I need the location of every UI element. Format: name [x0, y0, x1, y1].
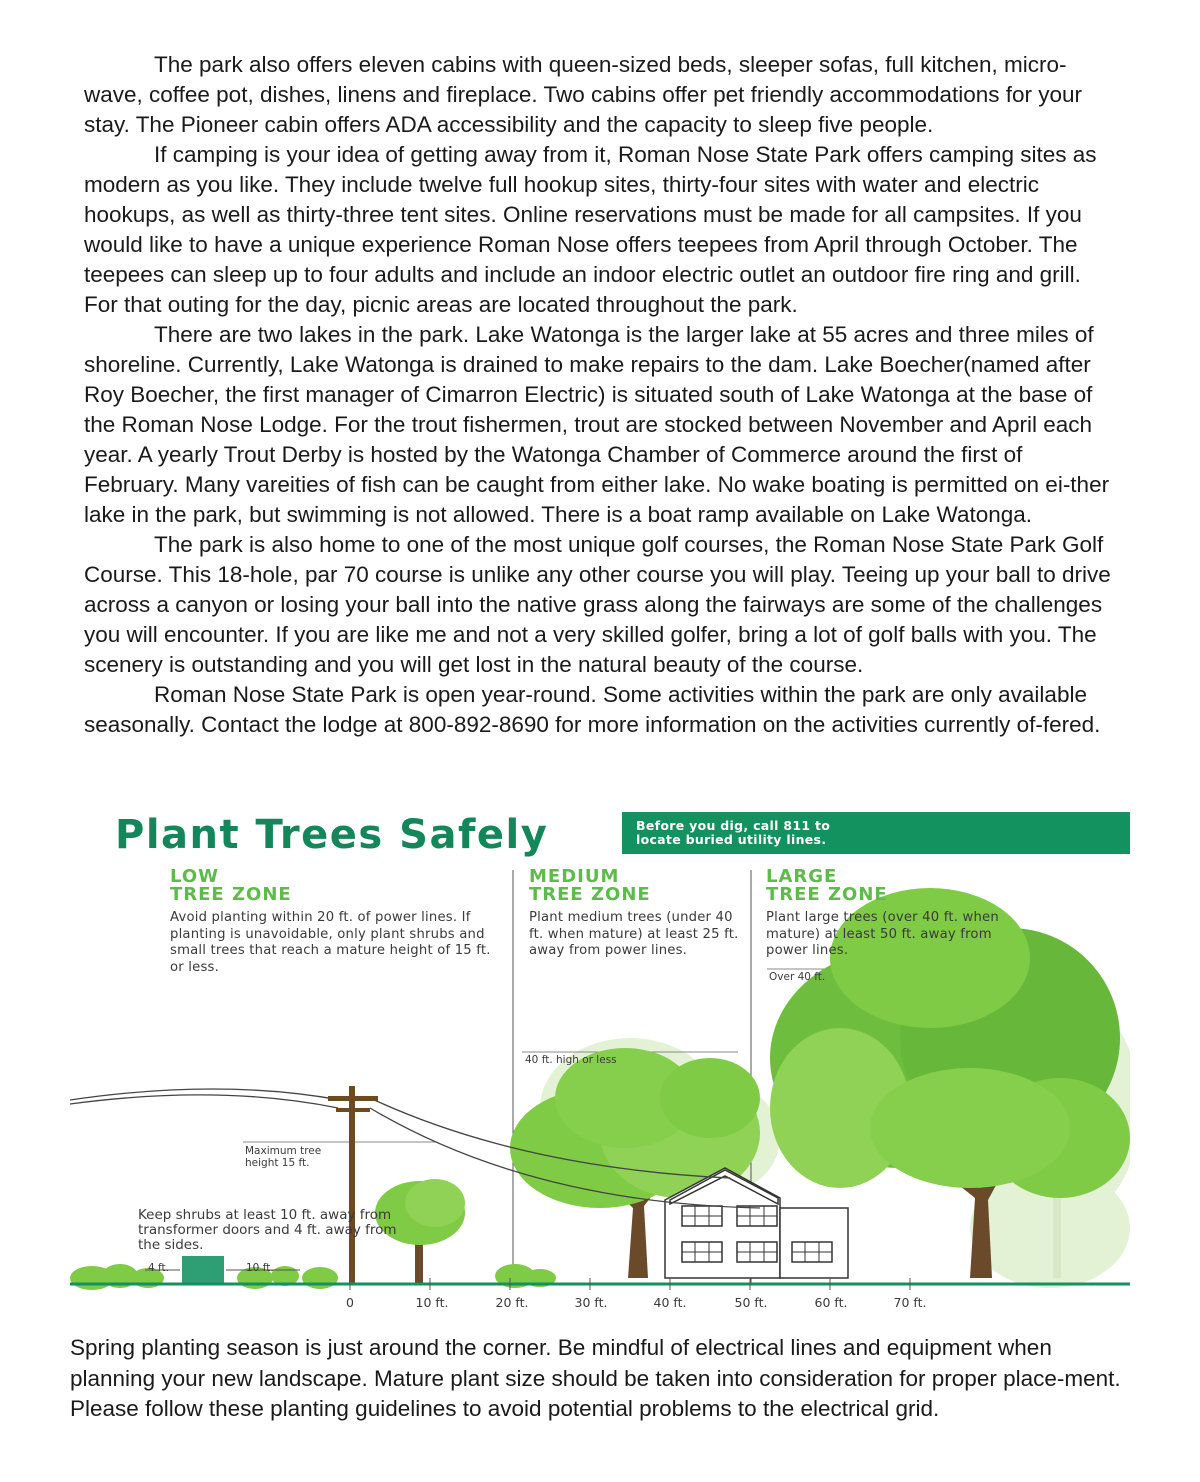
- forty-or-less-label: 40 ft. high or less: [525, 1054, 617, 1066]
- medium-tree-zone: [529, 868, 739, 960]
- tick-label-40: 40 ft.: [653, 1295, 687, 1310]
- call-811-banner: [622, 812, 1130, 854]
- tick-label-70: 70 ft.: [893, 1295, 927, 1310]
- paragraph-hours: Roman Nose State Park is open year-round. Some activities within the park are only available seasonally. Contact the lodge at 800-892-8690 for more information on the activities currently of-fered.: [84, 682, 1101, 737]
- max-height-line2: height 15 ft.: [245, 1157, 310, 1169]
- banner-line-2: locate buried utility lines.: [636, 832, 827, 847]
- planting-season-note: Spring planting season is just around the corner. Be mindful of electrical lines and equipment when planning your new landscape. Mature plant size should be taken into consideration for proper place-ment. Please follow these planting guidelines to avoid potential problems to the electrical grid.: [70, 1335, 1121, 1421]
- tick-label-30: 30 ft.: [574, 1295, 608, 1310]
- article-body: [84, 50, 1114, 740]
- tick-label-20: 20 ft.: [495, 1295, 529, 1310]
- tick-label-10: 10 ft.: [415, 1295, 449, 1310]
- paragraph-cabins: The park also offers eleven cabins with queen-sized beds, sleeper sofas, full kitchen, micro-wave, coffee pot, dishes, linens and fireplace. Two cabins offer pet friendly accommodations for your stay. The Pioneer cabin offers ADA accessibility and the capacity to sleep five people.: [84, 52, 1083, 137]
- low-zone-title-line2: TREE ZONE: [170, 884, 292, 905]
- medium-zone-title-line1: MEDIUM: [529, 866, 620, 887]
- large-zone-title-line1: LARGE: [766, 866, 838, 887]
- infographic-title: Plant Trees Safely: [115, 812, 549, 858]
- plant-trees-safely-infographic: [70, 808, 1130, 1318]
- banner-line-1: Before you dig, call 811 to: [636, 818, 831, 833]
- utility-pole: [328, 1086, 378, 1284]
- low-zone-text: Avoid planting within 20 ft. of power lines. If planting is unavoidable, only plant shrubs and small trees that reach a mature height of 15 ft. or less.: [170, 910, 491, 975]
- shrub-clearance-note: Keep shrubs at least 10 ft. away from transformer doors and 4 ft. away from the sides.: [138, 1207, 397, 1253]
- low-zone-title-line1: LOW: [170, 866, 219, 887]
- over-40-label: Over 40 ft.: [769, 971, 826, 983]
- paragraph-golf: The park is also home to one of the most unique golf courses, the Roman Nose State Park Golf Course. This 18-hole, par 70 course is unlike any other course you will play. Teeing up your ball to drive across a canyon or losing your ball into the native grass along the fairways are some of the challenges you will encounter. If you are like me and not a very skilled golfer, bring a lot of golf balls with you. The scenery is outstanding and you will get lost in the natural beauty of the course.: [84, 532, 1111, 677]
- max-height-line1: Maximum tree: [245, 1145, 322, 1157]
- tick-label-50: 50 ft.: [734, 1295, 768, 1310]
- large-zone-title-line2: TREE ZONE: [766, 884, 888, 905]
- medium-zone-title-line2: TREE ZONE: [529, 884, 651, 905]
- medium-zone-text: Plant medium trees (under 40 ft. when mature) at least 25 ft. away from power lines.: [529, 910, 739, 958]
- paragraph-lakes: There are two lakes in the park. Lake Watonga is the larger lake at 55 acres and three miles of shoreline. Currently, Lake Watonga is drained to make repairs to the dam. Lake Boecher(named after Roy Boecher, the first manager of Cimarron Electric) is situated south of Lake Watonga at the base of the Roman Nose Lodge. For the trout fishermen, trout are stocked between November and April each year. A yearly Trout Derby is hosted by the Watonga Chamber of Commerce around the first of February. Many vareities of fish can be caught from either lake. No wake boating is permitted on ei-ther lake in the park, but swimming is not allowed. There is a boat ramp available on Lake Watonga.: [84, 322, 1110, 527]
- paragraph-camping: If camping is your idea of getting away from it, Roman Nose State Park offers camping sites as modern as you like. They include twelve full hookup sites, thirty-four sites with water and electric hookups, as well as thirty-three tent sites. Online reservations must be made for all campsites. If you would like to have a unique experience Roman Nose offers teepees from April through October. The teepees can sleep up to four adults and include an indoor electric outlet an outdoor fire ring and grill. For that outing for the day, picnic areas are located throughout the park.: [84, 142, 1097, 317]
- max-height-label: [245, 1145, 321, 1169]
- large-tree-zone: [766, 868, 1026, 960]
- transformer-side-label: 4 ft.: [148, 1262, 169, 1274]
- tick-label-60: 60 ft.: [814, 1295, 848, 1310]
- transformer-box: [182, 1256, 224, 1284]
- ground-shrubs: [70, 1264, 556, 1290]
- tick-label-0: 0: [346, 1295, 354, 1310]
- large-zone-text: Plant large trees (over 40 ft. when mature) at least 50 ft. away from power lines.: [766, 910, 999, 958]
- low-tree-zone: [170, 868, 500, 976]
- large-zone-title: [766, 868, 1026, 904]
- low-zone-title: [170, 868, 500, 904]
- medium-zone-title: [529, 868, 739, 904]
- transformer-door-label: 10 ft.: [246, 1262, 274, 1274]
